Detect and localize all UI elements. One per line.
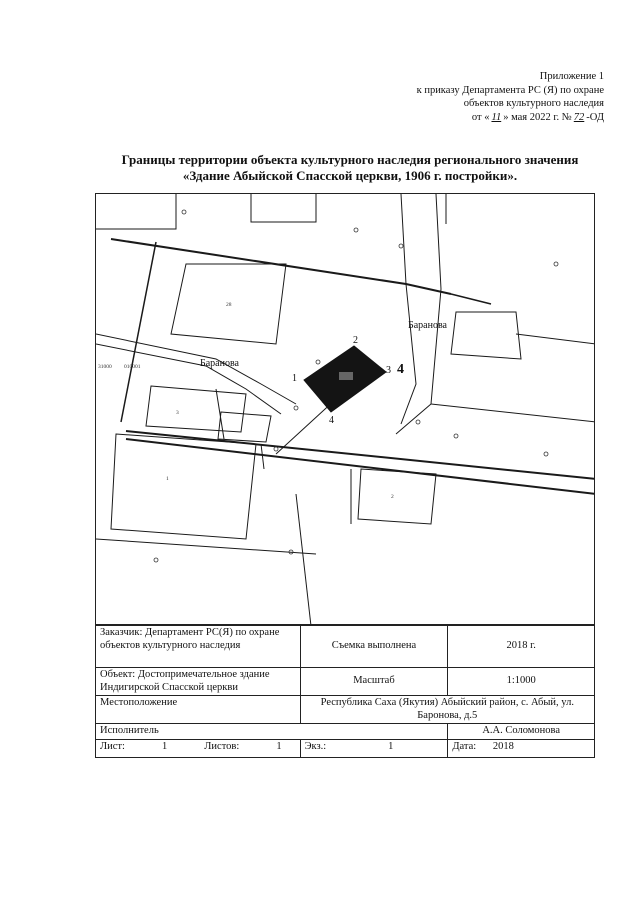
survey-point bbox=[316, 360, 320, 364]
vertex-label: 1 bbox=[292, 373, 297, 384]
cadastral-map bbox=[95, 193, 595, 625]
executor-label-cell: Исполнитель bbox=[96, 724, 448, 740]
title-line-2: «Здание Абыйской Спасской церкви, 1906 г. постройки». bbox=[182, 168, 518, 183]
survey-point bbox=[294, 406, 298, 410]
handwritten-day: 11 bbox=[491, 111, 502, 123]
vertex-label: 3 bbox=[386, 365, 391, 376]
survey-point bbox=[354, 228, 358, 232]
location-value-cell: Республика Саха (Якутия) Абыйский район, с. Абый, ул. Баронова, д.5 bbox=[300, 696, 594, 724]
survey-point bbox=[544, 452, 548, 456]
road-line bbox=[516, 334, 595, 344]
survey-point bbox=[554, 262, 558, 266]
sheets-label: Листов: bbox=[204, 741, 240, 752]
appendix-line-2: к приказу Департамента РС (Я) по охране bbox=[416, 84, 604, 96]
date-cell bbox=[448, 740, 595, 758]
road-line bbox=[296, 494, 311, 625]
survey-point bbox=[182, 210, 186, 214]
title-line-1: Границы территории объекта культурного наследия регионального значения bbox=[121, 152, 579, 167]
building-outline bbox=[146, 386, 246, 432]
road-line bbox=[216, 389, 224, 439]
sheet-value: 1 bbox=[161, 741, 168, 752]
survey-year-cell: 2018 г. bbox=[448, 626, 595, 668]
copies-value: 1 bbox=[388, 741, 394, 752]
street-label-top: Баранова bbox=[408, 320, 447, 331]
sheet-label: Лист: bbox=[100, 741, 125, 752]
vertex-label: 2 bbox=[353, 335, 358, 346]
customer-cell: Заказчик: Департамент РС(Я) по охране объектов культурного наследия bbox=[96, 626, 301, 668]
title-block bbox=[95, 625, 595, 758]
road-line bbox=[126, 439, 595, 494]
appendix-line-1: Приложение 1 bbox=[539, 71, 604, 82]
road-line bbox=[96, 539, 316, 554]
building-outline bbox=[218, 412, 271, 442]
road-line bbox=[261, 444, 264, 469]
cadastral-code: 010001 bbox=[124, 364, 141, 370]
survey-point bbox=[454, 434, 458, 438]
survey-point bbox=[154, 558, 158, 562]
appendix-line-3: объектов культурного наследия bbox=[463, 98, 604, 109]
parcel-number: 28 bbox=[226, 302, 232, 308]
date-label: Дата: bbox=[452, 741, 477, 752]
document-title bbox=[80, 152, 620, 184]
object-label-box bbox=[339, 372, 353, 380]
vertex-marker-big: 4 bbox=[397, 362, 404, 377]
cadastral-code: 31000 bbox=[98, 364, 112, 370]
appendix-header bbox=[344, 70, 604, 124]
parcel-outline bbox=[451, 312, 521, 359]
sheets-cell bbox=[96, 740, 301, 758]
parcel-number: 1 bbox=[166, 476, 169, 482]
date-value: 2018 bbox=[492, 741, 514, 752]
appendix-date-line: от « 11 » мая 2022 г. № 72 -ОД bbox=[471, 111, 604, 123]
copies-cell bbox=[300, 740, 448, 758]
building-outline bbox=[96, 194, 176, 229]
building-outline bbox=[358, 469, 436, 524]
location-label-cell: Местоположение bbox=[96, 696, 301, 724]
survey-point bbox=[416, 420, 420, 424]
scale-value-cell: 1:1000 bbox=[448, 668, 595, 696]
object-cell: Объект: Достопримечательное здание Индигирской Спасской церкви bbox=[96, 668, 301, 696]
road-line bbox=[451, 294, 491, 304]
survey-label-cell: Съемка выполнена bbox=[300, 626, 448, 668]
executor-value-cell: А.А. Соломонова bbox=[448, 724, 595, 740]
survey-point bbox=[399, 244, 403, 248]
building-outline bbox=[111, 434, 256, 539]
copies-label: Экз.: bbox=[304, 741, 327, 752]
road-line bbox=[121, 242, 156, 422]
map-drawing bbox=[96, 194, 595, 625]
parcel-number: 2 bbox=[391, 494, 394, 500]
sheets-value: 1 bbox=[276, 741, 282, 752]
building-outline bbox=[251, 194, 316, 222]
scale-label-cell: Масштаб bbox=[300, 668, 448, 696]
road-line bbox=[431, 404, 595, 422]
survey-point bbox=[274, 447, 278, 451]
street-label-left: Баранова bbox=[200, 358, 239, 369]
road-line bbox=[401, 194, 416, 424]
road-line bbox=[96, 344, 281, 414]
vertex-label: 4 bbox=[329, 415, 334, 426]
handwritten-order-number: 72 bbox=[573, 111, 585, 123]
parcel-number: 3 bbox=[176, 410, 179, 416]
